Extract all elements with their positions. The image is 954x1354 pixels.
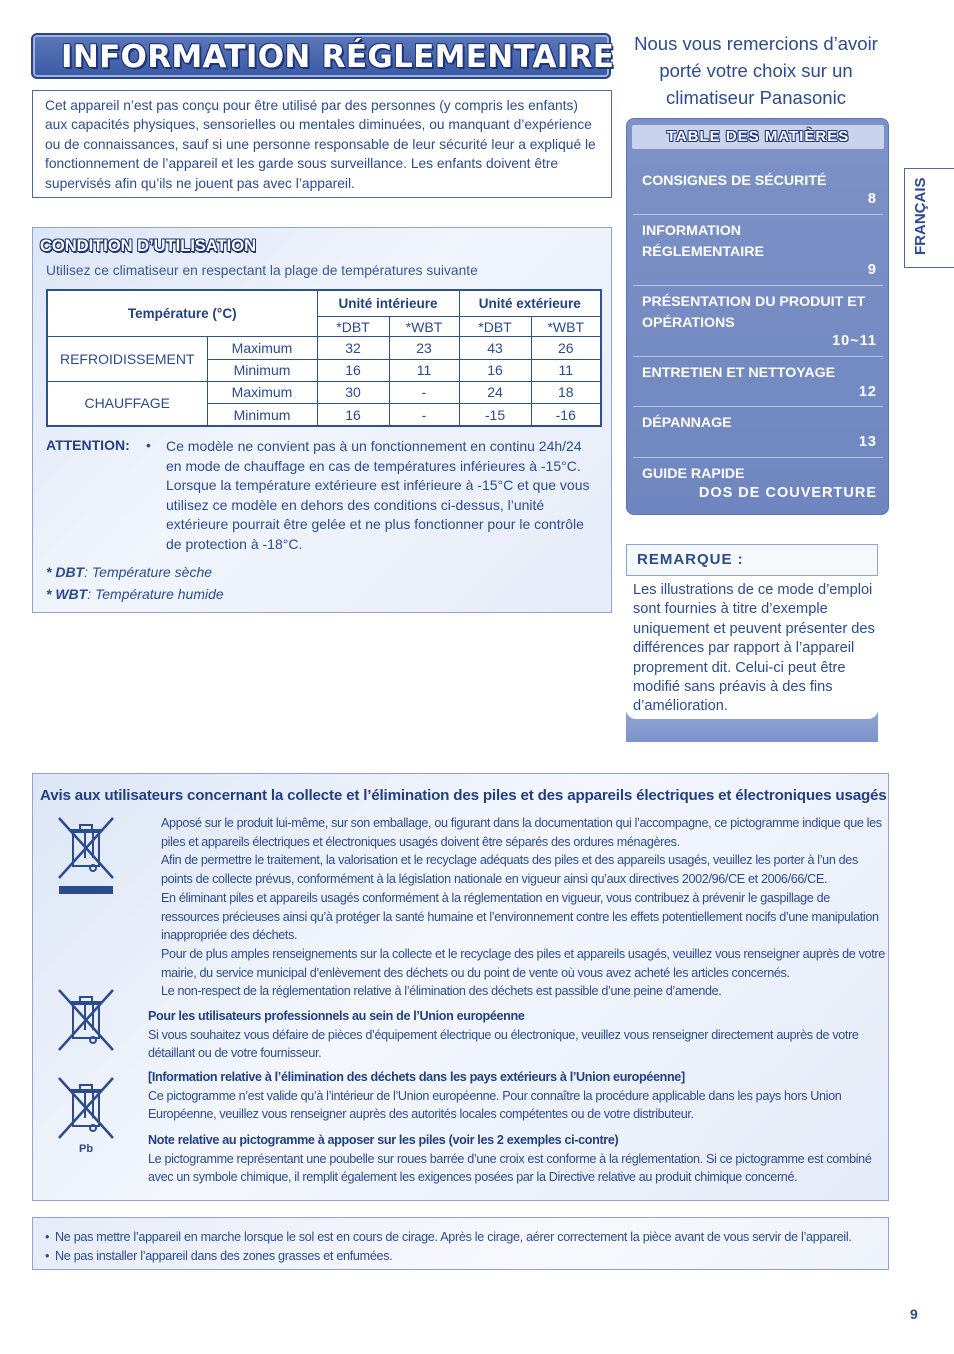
value-cell: - <box>389 381 459 403</box>
disposal-title: Avis aux utilisateurs concernant la collecte et l’élimination des piles et des appareils électriques et électroniques usagés <box>40 787 887 804</box>
value-cell: 23 <box>389 337 459 359</box>
dbt-note-value: : Température sèche <box>84 564 213 580</box>
level-cell: Maximum <box>207 337 317 359</box>
value-cell: 16 <box>317 404 389 426</box>
mode-cell: CHAUFFAGE <box>47 381 207 426</box>
list-item <box>45 1247 888 1266</box>
toc-item-label: INFORMATION RÉGLEMENTAIRE <box>642 223 764 260</box>
attention-label: ATTENTION: <box>46 437 130 453</box>
toc-item-maintenance[interactable] <box>633 357 883 407</box>
value-cell: 16 <box>317 359 389 381</box>
toc-heading: TABLE DES MATIÈRES <box>632 125 884 149</box>
value-cell: 32 <box>317 337 389 359</box>
usage-condition-section <box>32 227 612 613</box>
table-of-contents <box>626 118 889 515</box>
table-row <box>47 337 601 359</box>
table-row <box>47 381 601 403</box>
toc-item-safety[interactable] <box>633 163 883 215</box>
outside-eu-text: Ce pictogramme n’est valide qu’à l’intérieur de l’Union européenne. Pour connaître la procédure applicable dans les pays hors Union Européenne, veuillez vous renseigner auprès des autorités locales compétentes ou de votre distributeur. <box>148 1088 842 1122</box>
page-number: 9 <box>910 1306 918 1322</box>
value-cell: 30 <box>317 381 389 403</box>
wbt-note-value: : Température humide <box>87 586 224 602</box>
remark-text: Les illustrations de ce mode d’emploi sont fournies à titre d’exemple uniquement et peuvent présenter des différences par rapport à l’appareil proprement dit. Celui-ci peut être modifié sans préavis à des fins d’amélioration. <box>626 576 878 719</box>
value-cell: -16 <box>531 404 601 426</box>
remark-box <box>626 576 878 742</box>
value-cell: 43 <box>459 337 531 359</box>
remark-heading: REMARQUE : <box>626 544 878 576</box>
safety-warning-box <box>32 90 612 198</box>
safety-warning-text: Cet appareil n’est pas conçu pour être utilisé par des personnes (y compris les enfants) aux capacités physiques, sensorielles ou mentales diminuées, ou manquant d’expérience ou de connaissances, sauf si une personne responsable de leur sécurité leur a expliqué le fonctionnement de l’appareil et les garde sous surveillance. Les enfants doivent être supervisés afin qu’ils ne jouent pas avec l’appareil. <box>45 98 596 191</box>
toc-item-label: GUIDE RAPIDE <box>642 466 745 482</box>
value-cell: 11 <box>389 359 459 381</box>
bullet-icon: • <box>45 1230 50 1244</box>
toc-item-regulatory[interactable] <box>633 215 883 286</box>
level-cell: Minimum <box>207 404 317 426</box>
table-subheader-outdoor-dbt: *DBT <box>459 316 531 336</box>
toc-item-presentation[interactable] <box>633 286 883 357</box>
value-cell: 24 <box>459 381 531 403</box>
table-subheader-indoor-wbt: *WBT <box>389 316 459 336</box>
pb-chemical-label: Pb <box>79 1143 94 1155</box>
value-cell: 11 <box>531 359 601 381</box>
list-item <box>45 1228 888 1247</box>
bottom-note-text: Ne pas mettre l’appareil en marche lorsque le sol est en cours de cirage. Après le cirage, aérer correctement la pièce avant de vous servir de l’appareil. <box>55 1230 852 1244</box>
pro-users-block <box>148 1007 878 1063</box>
table-subheader-indoor-dbt: *DBT <box>317 316 389 336</box>
crossed-bin-icon <box>55 986 117 1054</box>
bottom-note-text: Ne pas installer l’appareil dans des zones grasses et enfumées. <box>55 1248 393 1263</box>
toc-item-page: 10~11 <box>832 333 877 349</box>
disposal-paragraph-4: Pour de plus amples renseignements sur la collecte et le recyclage des piles et appareils usagés, veuillez vous renseigner auprès de votre mairie, du service municipal d’enlèvement des déchets ou du point de vente où vous avez acheté les articles concernés. <box>161 947 885 980</box>
toc-item-label: CONSIGNES DE SÉCURITÉ <box>642 173 827 189</box>
value-cell: 26 <box>531 337 601 359</box>
page-title: INFORMATION RÉGLEMENTAIRE <box>61 39 615 75</box>
page-title-banner <box>31 33 615 79</box>
wbt-note <box>46 586 224 602</box>
toc-item-label: PRÉSENTATION DU PRODUIT ET OPÉRATIONS <box>642 294 866 331</box>
usage-condition-heading: CONDITION D’UTILISATION <box>40 237 257 255</box>
value-cell: -15 <box>459 404 531 426</box>
language-tab <box>904 168 954 268</box>
disposal-paragraph-3: En éliminant piles et appareils usagés conformément à la réglementation en vigueur, vous contribuez à prévenir le gaspillage de ressources précieuses ainsi qu’à protéger la santé humaine et l’environnement contre les effets potentiellement nocifs d’une manipulation inappropriée des déchets. <box>161 891 879 943</box>
table-header-temperature: Température (°C) <box>47 290 317 337</box>
bullet-icon: • <box>146 437 151 453</box>
pro-users-text: Si vous souhaitez vous défaire de pièces d’équipement électrique ou électronique, veuillez vous renseigner directement auprès de votre détaillant ou de votre fournisseur. <box>148 1027 859 1061</box>
toc-item-quick-guide[interactable] <box>633 458 883 506</box>
toc-item-page: 8 <box>867 191 877 207</box>
toc-item-page: 9 <box>867 262 877 278</box>
language-label: FRANÇAIS <box>912 177 929 255</box>
level-cell: Maximum <box>207 381 317 403</box>
dbt-note <box>46 564 212 580</box>
disposal-paragraph-5: Le non-respect de la réglementation relative à l’élimination des déchets est passible d’une peine d’amende. <box>161 984 722 998</box>
disposal-notice-section <box>32 773 889 1201</box>
value-cell: 18 <box>531 381 601 403</box>
dbt-note-key: * DBT <box>46 564 85 580</box>
value-cell: 16 <box>459 359 531 381</box>
battery-note-heading: Note relative au pictogramme à apposer sur les piles (voir les 2 exemples ci-contre) <box>148 1133 619 1147</box>
outside-eu-block <box>148 1068 878 1124</box>
mode-cell: REFROIDISSEMENT <box>47 337 207 382</box>
crossed-bin-icon <box>55 814 117 896</box>
toc-item-page: DOS DE COUVERTURE <box>698 485 877 501</box>
toc-item-page: 12 <box>858 384 877 400</box>
battery-note-block <box>148 1131 878 1187</box>
bullet-icon: • <box>45 1248 50 1263</box>
toc-item-label: DÉPANNAGE <box>642 415 732 431</box>
bottom-notes-box <box>32 1217 889 1270</box>
outside-eu-heading: [Information relative à l’élimination des déchets dans les pays extérieurs à l’Union européenne] <box>148 1070 685 1084</box>
disposal-paragraph-2: Afin de permettre le traitement, la valorisation et le recyclage adéquats des piles et des appareils usagés, veuillez les porter à l’un des points de collecte prévus, conformément à la législation nationale en vigueur ainsi qu’aux directives 2002/96/CE et 2006/66/CE. <box>161 853 858 886</box>
attention-text: Ce modèle ne convient pas à un fonctionnement en continu 24h/24 en mode de chauffage en cas de températures inférieures à -15°C. Lorsque la température extérieure est inférieure à -15°C et que vous utilisez ce modèle en dehors des conditions ci-dessus, l’unité extérieure pourrait être gelée et ne plus fonctionner pour le contrôle de protection à -18°C. <box>166 438 590 552</box>
pro-users-heading: Pour les utilisateurs professionnels au sein de l’Union européenne <box>148 1009 525 1023</box>
table-subheader-outdoor-wbt: *WBT <box>531 316 601 336</box>
table-header-indoor: Unité intérieure <box>317 290 459 316</box>
toc-item-label: ENTRETIEN ET NETTOYAGE <box>642 365 836 381</box>
battery-note-text: Le pictogramme représentant une poubelle sur roues barrée d’une croix est conforme à la réglementation. Si ce pictogramme est combiné avec un symbole chimique, il remplit également les exigences posées par la Directive relative au produit chimique concerné. <box>148 1151 872 1185</box>
toc-item-troubleshooting[interactable] <box>633 407 883 458</box>
value-cell: - <box>389 404 459 426</box>
toc-item-page: 13 <box>858 434 877 450</box>
level-cell: Minimum <box>207 359 317 381</box>
crossed-bin-battery-icon <box>55 1074 117 1142</box>
usage-condition-intro: Utilisez ce climatiseur en respectant la plage de températures suivante <box>46 263 478 278</box>
wbt-note-key: * WBT <box>46 586 88 602</box>
disposal-paragraph-1: Apposé sur le produit lui-même, sur son emballage, ou figurant dans la documentation qui l’accompagne, ce pictogramme indique que les piles et appareils électriques et électroniques usagés doivent être séparés des ordures ménagères. <box>161 816 882 849</box>
thanks-message: Nous vous remercions d’avoir porté votre choix sur un climatiseur Panasonic <box>634 33 878 108</box>
table-header-outdoor: Unité extérieure <box>459 290 601 316</box>
temperature-range-table <box>46 289 602 427</box>
